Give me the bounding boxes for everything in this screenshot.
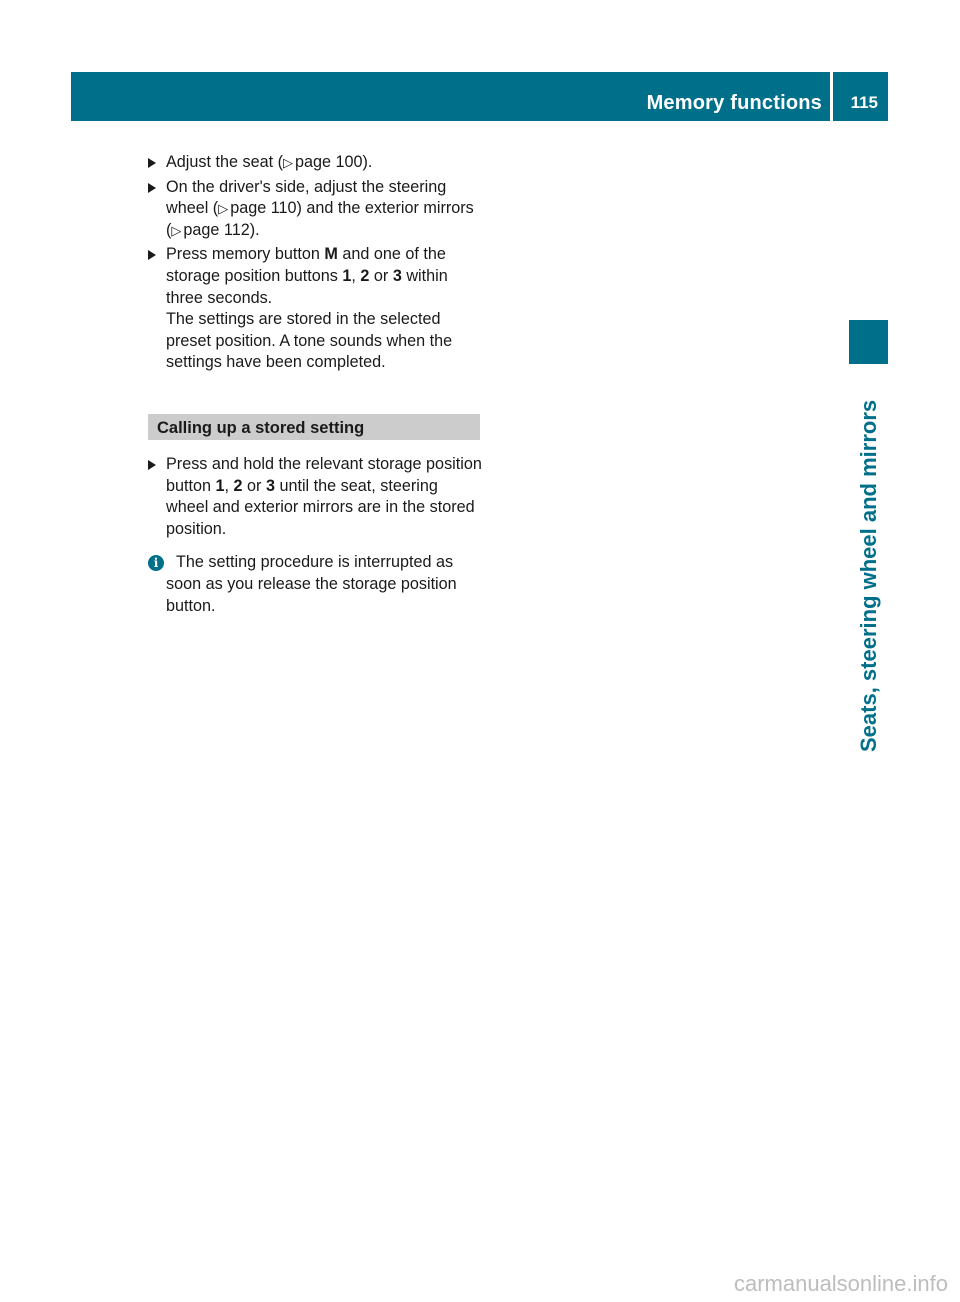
step-arrow-icon [148, 460, 156, 470]
step-press-memory-button: Press memory button M and one of the storage position buttons 1, 2 or 3 within three seconds. The settings are stored in the selected preset position. A tone sounds when the settings have been completed. [148, 244, 482, 374]
step-press-hold-storage: Press and hold the relevant storage position button 1, 2 or 3 until the seat, steering wheel and exterior mirrors are in the stored position. [148, 454, 482, 540]
section-heading: Calling up a stored setting [148, 414, 480, 440]
info-icon: i [148, 555, 164, 571]
side-label-text: Seats, steering wheel and mirrors [855, 399, 881, 752]
step-arrow-icon [148, 250, 156, 260]
page-header [71, 72, 888, 121]
page-ref-icon: ▷ [282, 155, 293, 170]
step-adjust-seat: Adjust the seat (▷ page 100). [148, 152, 482, 174]
header-divider [830, 72, 833, 121]
memory-button-label: M [324, 245, 338, 264]
info-note [148, 552, 482, 617]
side-section-label [849, 372, 888, 752]
watermark: carmanualsonline.info [733, 1271, 948, 1296]
main-content [148, 152, 482, 617]
step-arrow-icon [148, 158, 156, 168]
step-result: The settings are stored in the selected preset position. A tone sounds when the settings have been completed. [166, 310, 453, 372]
step-arrow-icon [148, 183, 156, 193]
page-ref-icon: ▷ [171, 222, 182, 238]
page-ref-icon: ▷ [218, 201, 229, 217]
step-adjust-steering-mirrors: On the driver's side, adjust the steering wheel (▷ page 110) and the exterior mirrors (▷ page 112). [148, 177, 482, 242]
header-title: Memory functions [646, 92, 822, 114]
info-text: The setting procedure is interrupted as soon as you release the storage position button. [166, 553, 457, 615]
page-number: 115 [850, 93, 878, 112]
side-tab-marker [849, 320, 888, 364]
